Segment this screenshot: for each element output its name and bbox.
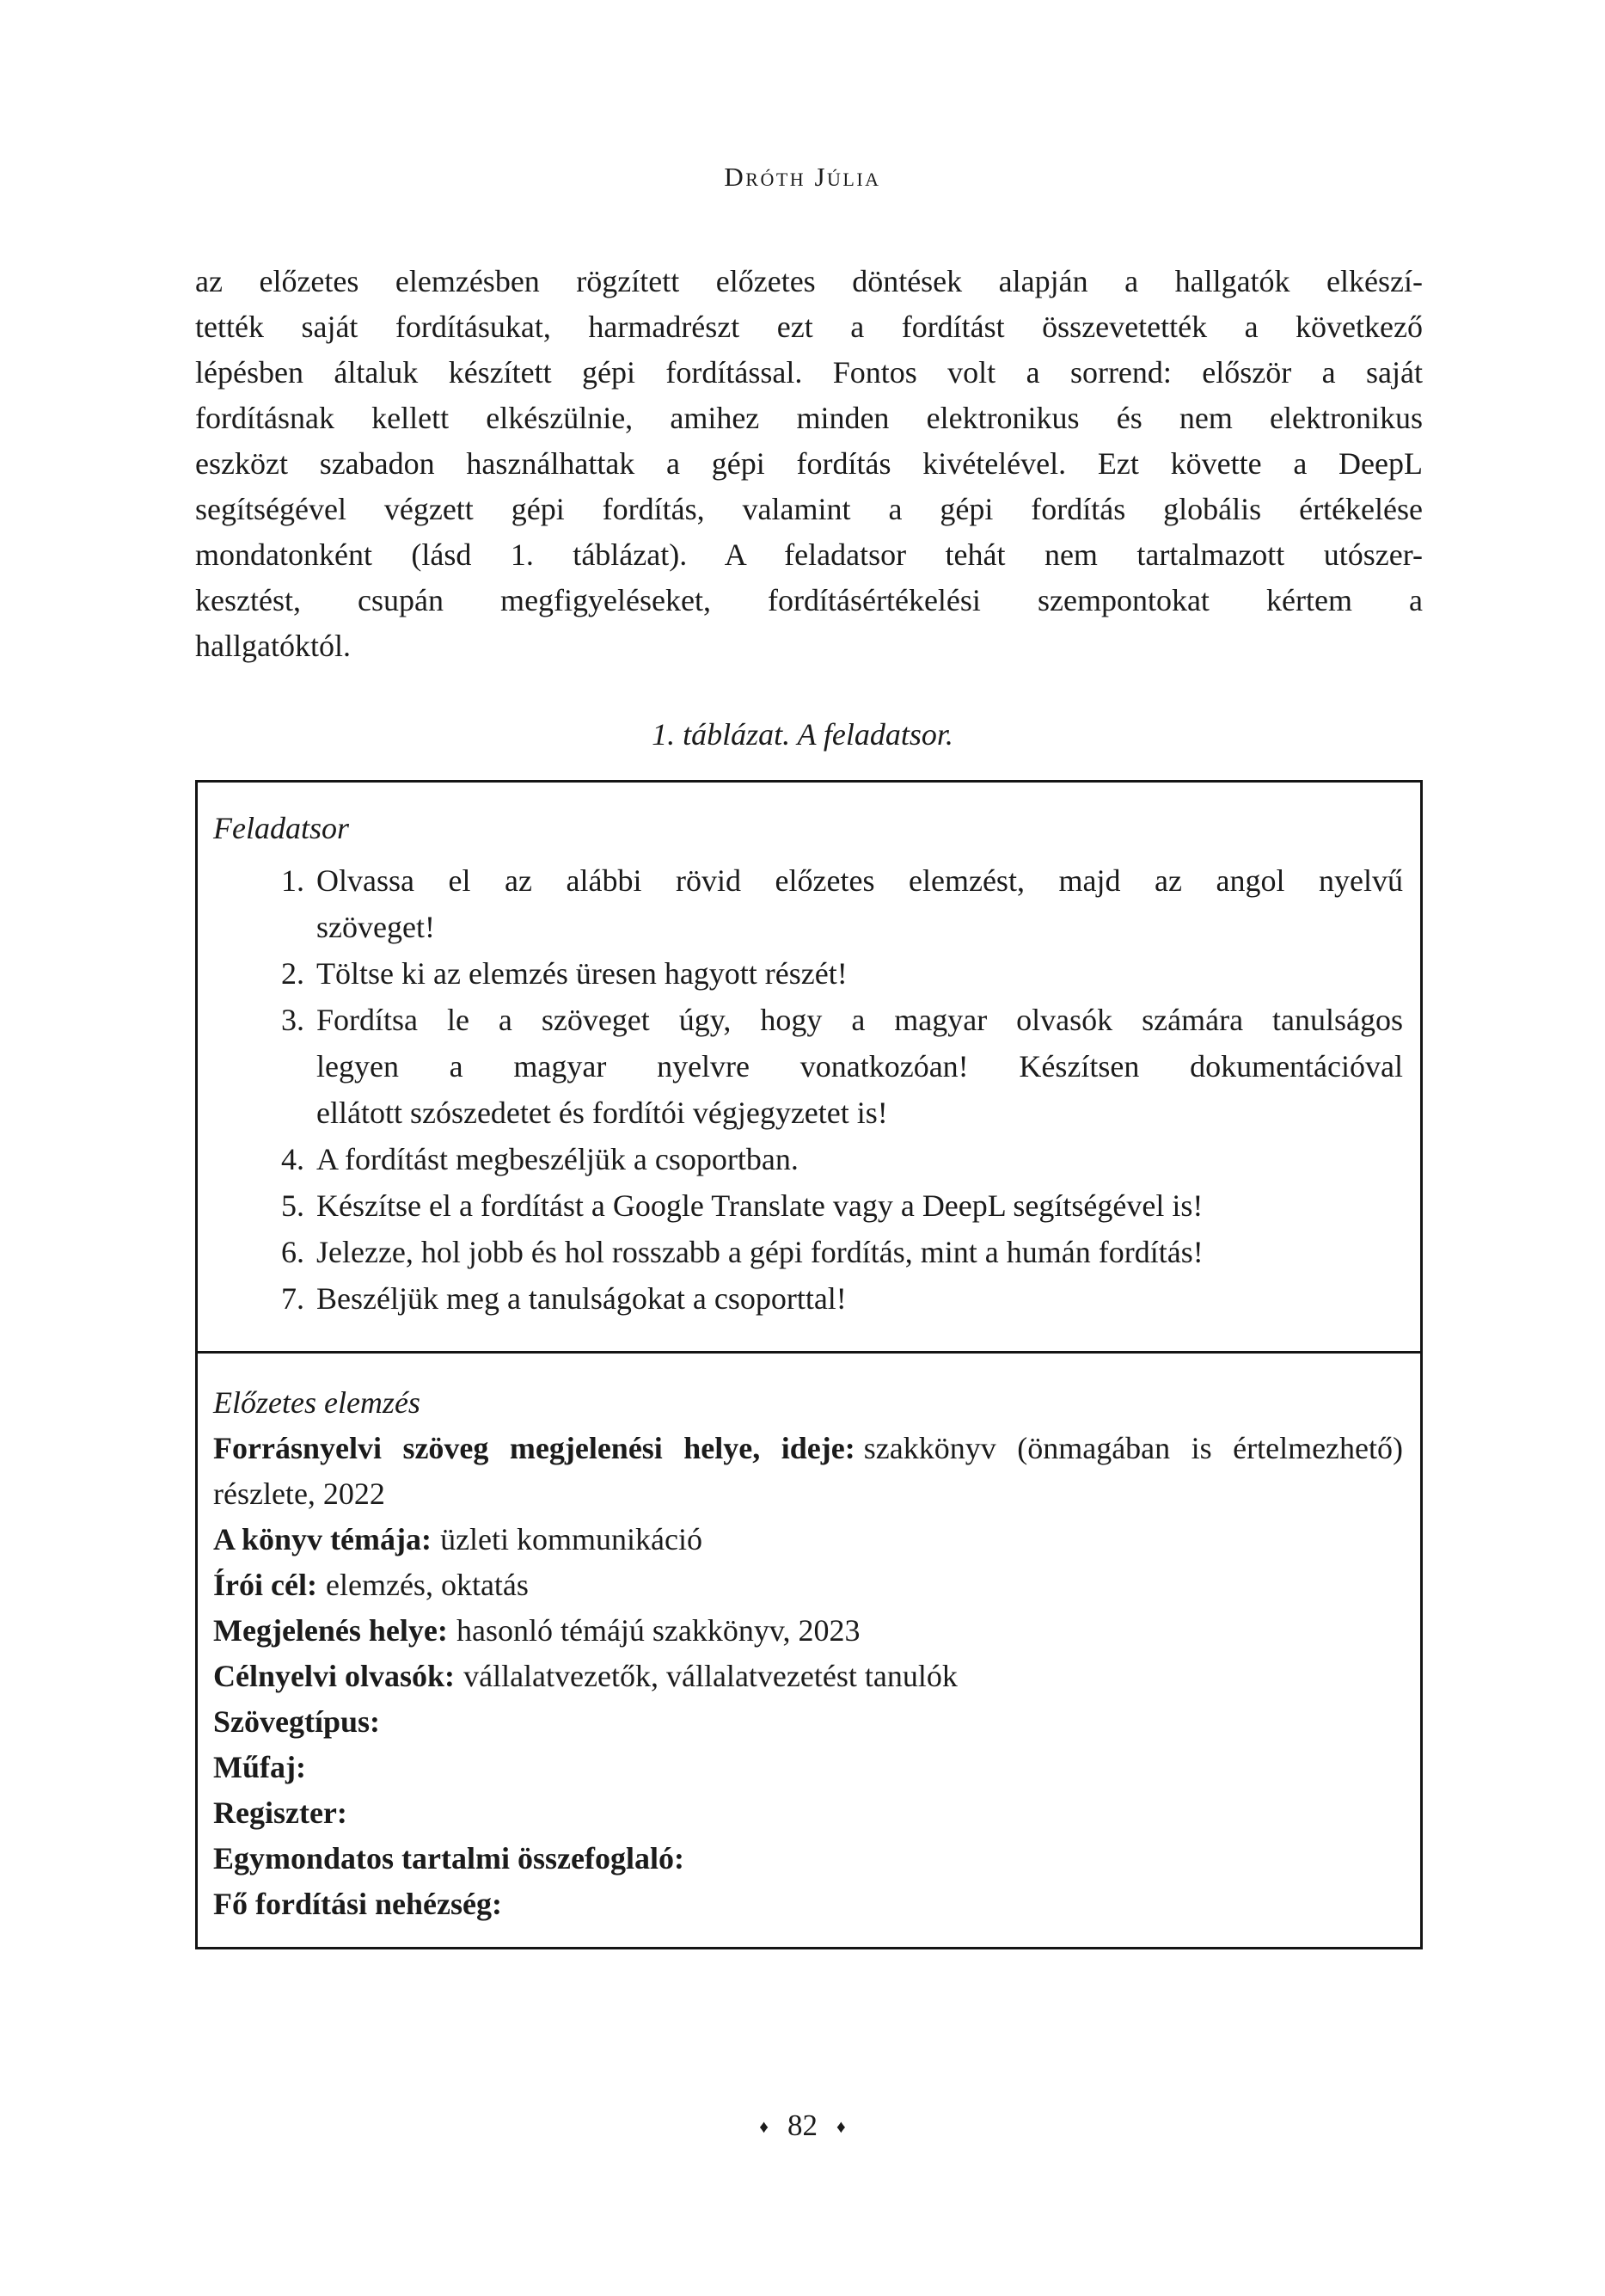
- paragraph-line: kesztést, csupán megfigyeléseket, fordításértékelési szempontokat kértem a: [195, 583, 1423, 617]
- body-paragraph: [195, 259, 1423, 669]
- paragraph-line: lépésben általuk készített gépi fordítással. Fontos volt a sorrend: először a saját: [195, 355, 1423, 390]
- list-item-text: [316, 1182, 1403, 1229]
- list-item: [270, 1229, 1403, 1275]
- field-label: Egymondatos tartalmi összefoglaló:: [213, 1841, 684, 1875]
- field-label: Írói cél:: [213, 1568, 317, 1602]
- analysis-field: [213, 1426, 1403, 1517]
- table-section-analysis: [198, 1351, 1420, 1947]
- field-label: Műfaj:: [213, 1750, 306, 1784]
- analysis-field: [213, 1882, 1403, 1927]
- field-value: üzleti kommunikáció: [440, 1522, 703, 1556]
- page-footer: [0, 2109, 1605, 2143]
- table-caption: 1. táblázat. A feladatsor.: [652, 717, 953, 752]
- section-title-elozetes-elemzes: Előzetes elemzés: [213, 1385, 420, 1420]
- analysis-field: [213, 1517, 1403, 1562]
- analysis-field: [213, 1699, 1403, 1745]
- list-item-line: ellátott szószedetet és fordítói végjegyzetet is!: [316, 1096, 888, 1130]
- analysis-field: [213, 1562, 1403, 1608]
- table-1-feladatsor: [195, 780, 1423, 1949]
- list-item: [270, 950, 1403, 997]
- list-item-number: 6.: [281, 1235, 304, 1269]
- analysis-field: [213, 1745, 1403, 1790]
- paragraph-line: segítségével végzett gépi fordítás, valamint a gépi fordítás globális értékelése: [195, 492, 1423, 526]
- list-item: [270, 1275, 1403, 1322]
- list-item-number: 7.: [281, 1281, 304, 1316]
- list-item-line: szöveget!: [316, 910, 435, 944]
- list-item-line: Készítse el a fordítást a Google Translate vagy a DeepL segítségével is!: [316, 1188, 1204, 1223]
- field-label: Megjelenés helye:: [213, 1613, 448, 1648]
- list-item-text: [316, 1229, 1403, 1275]
- field-label: Szövegtípus:: [213, 1704, 381, 1739]
- field-value: elemzés, oktatás: [326, 1568, 529, 1602]
- list-item-line: legyen a magyar nyelvre vonatkozóan! Készítsen dokumentációval: [316, 1049, 1403, 1084]
- list-item-line: A fordítást megbeszéljük a csoportban.: [316, 1142, 799, 1176]
- list-item-text: [316, 857, 1403, 950]
- list-item-line: Fordítsa le a szöveget úgy, hogy a magyar olvasók számára tanulságos: [316, 1003, 1403, 1037]
- analysis-field: [213, 1836, 1403, 1882]
- paragraph-line: eszközt szabadon használhattak a gépi fordítás kivételével. Ezt követte a DeepL: [195, 446, 1423, 481]
- list-item-text: [316, 950, 1403, 997]
- paragraph-line: az előzetes elemzésben rögzített előzetes döntések alapján a hallgatók elkészí-: [195, 264, 1423, 298]
- page-number: 82: [787, 2109, 818, 2142]
- field-label: Regiszter:: [213, 1796, 347, 1830]
- list-item: [270, 857, 1403, 950]
- paragraph-line: tették saját fordításukat, harmadrészt ezt a fordítást összevetették a következő: [195, 310, 1423, 344]
- list-item: [270, 1182, 1403, 1229]
- table-section-tasks: [198, 783, 1420, 1351]
- field-value: szakkönyv (önmagában is értelmezhető) részlete, 2022: [213, 1431, 1403, 1511]
- footer-bullet-icon: ♦: [836, 2116, 846, 2137]
- running-header-author: Dróth Júlia: [724, 162, 881, 192]
- list-item-line: Jelezze, hol jobb és hol rosszabb a gépi fordítás, mint a humán fordítás!: [316, 1235, 1204, 1269]
- field-label: Célnyelvi olvasók:: [213, 1659, 456, 1693]
- list-item-text: [316, 997, 1403, 1136]
- section-title-feladatsor: Feladatsor: [213, 811, 349, 845]
- list-item-text: [316, 1275, 1403, 1322]
- task-list: [213, 857, 1403, 1322]
- paragraph-line: hallgatóktól.: [195, 629, 351, 663]
- list-item-line: Olvassa el az alábbi rövid előzetes elemzést, majd az angol nyelvű: [316, 863, 1403, 898]
- list-item-number: 1.: [281, 863, 304, 898]
- list-item-number: 4.: [281, 1142, 304, 1176]
- footer-bullet-icon: ♦: [759, 2116, 769, 2137]
- paragraph-line: fordításnak kellett elkészülnie, amihez minden elektronikus és nem elektronikus: [195, 401, 1423, 435]
- field-label: Forrásnyelvi szöveg megjelenési helye, ideje:: [213, 1431, 855, 1465]
- analysis-field: [213, 1608, 1403, 1654]
- list-item: [270, 997, 1403, 1136]
- field-label: A könyv témája:: [213, 1522, 432, 1556]
- field-label: Fő fordítási nehézség:: [213, 1887, 502, 1921]
- list-item-number: 2.: [281, 956, 304, 991]
- list-item-text: [316, 1136, 1403, 1182]
- paragraph-line: mondatonként (lásd 1. táblázat). A feladatsor tehát nem tartalmazott utószer-: [195, 537, 1423, 572]
- analysis-field: [213, 1790, 1403, 1836]
- list-item-number: 3.: [281, 1003, 304, 1037]
- field-value: hasonló témájú szakkönyv, 2023: [456, 1613, 861, 1648]
- field-value: vállalatvezetők, vállalatvezetést tanulók: [463, 1659, 958, 1693]
- list-item-line: Töltse ki az elemzés üresen hagyott részét!: [316, 956, 848, 991]
- list-item: [270, 1136, 1403, 1182]
- list-item-number: 5.: [281, 1188, 304, 1223]
- analysis-field: [213, 1654, 1403, 1699]
- list-item-line: Beszéljük meg a tanulságokat a csoporttal!: [316, 1281, 847, 1316]
